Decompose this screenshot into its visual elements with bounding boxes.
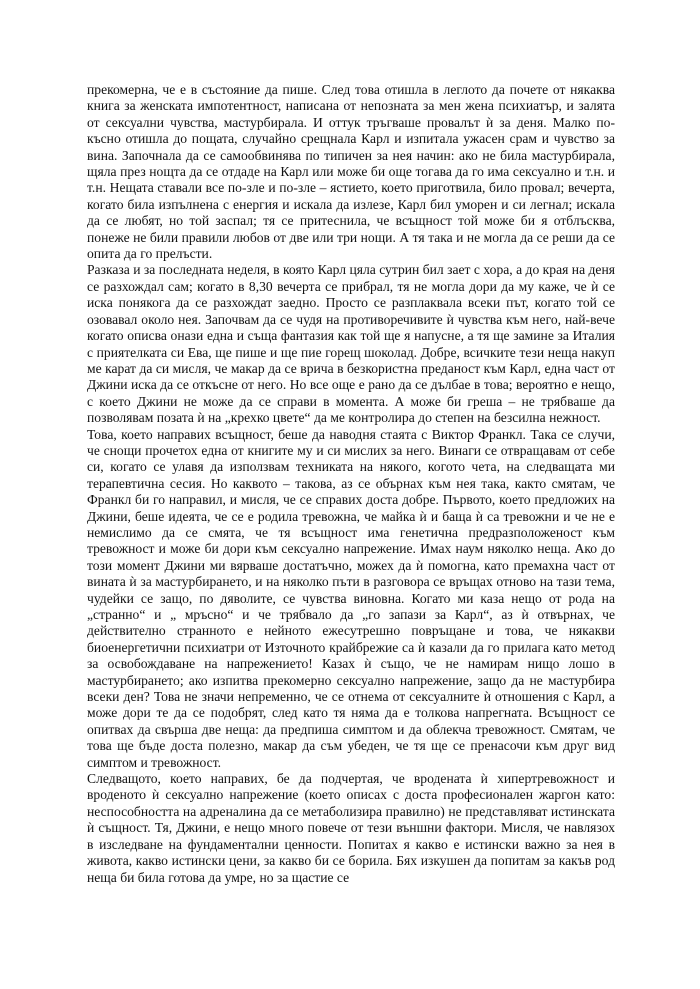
paragraph-4: Следващото, което направих, бе да подчертая, че вродената ѝ хипертревожност и вроденото ѝ сексуално напрежение (което описах с доста професионален жаргон като: неспособността на адреналина да се метаболизира правилно) не представляват истинската ѝ същност. Тя, Джини, е нещо много повече от тези външни фактори. Мисля, че навлязох в изследване на фундаментални ценности. Попитах я какво е истински важно за нея в живота, какво истински цени, за какво би се борила. Бях изкушен да попитам за какъв род неща би била готова да умре, но за щастие се xyxy=(87,771,615,885)
paragraph-3: Това, което направих всъщност, беше да наводня стаята с Виктор Франкл. Така се случи, че снощи прочетох една от книгите му и си мислих за него. Винаги се отвращавам от себе си, когато се улавя да използвам техниката на някого, когото чета, на следващата ми терапевтична сесия. Но каквото – такова, аз се обърнах към нея така, както смятам, че Франкл би го направил, и мисля, че се справих доста добре. Първото, което предложих на Джини, беше идеята, че се е родила тревожна, че майка ѝ и баща ѝ са тревожни и че не е немислимо да се смята, че тя всъщност има генетична предразположеност към тревожност и може би дори към сексуално напрежение. Имах наум няколко неща. Ако до този момент Джини ми вярваше достатъчно, можех да ѝ помогна, като премахна част от вината ѝ за мастурбирането, и на няколко пъти в разговора се връщах отново на тази тема, чудейки се защо, по дяволите, се чувства виновна. Когато ми каза нещо от рода на „странно“ и „ мръсно“ и че трябвало да „го запази за Карл“, аз ѝ отвърнах, че действително странното е нейното ежесутрешно повръщане и това, че някакви биоенергетични психиатри от Източното крайбрежие са ѝ казали да го прилага като метод за освобождаване на напрежението! Казах ѝ също, че не намирам нищо лошо в мастурбирането; ако изпитва прекомерно сексуално напрежение, защо да не мастурбира всеки ден? Това не значи непременно, че се отнема от сексуалните ѝ отношения с Карл, а може дори те да се подобрят, след като тя няма да е толкова напрегната. Всъщност се опитвах да свърша две неща: да предпиша симптом и да облекча тревожност. Смятам, че това ще бъде доста полезно, макар да съм убеден, че тя ще се пренасочи към друг вид симптом и тревожност. xyxy=(87,426,615,770)
paragraph-1: прекомерна, че е в състояние да пише. След това отишла в леглото да почете от някаква книга за женската импотентност, написана от непозната за мен жена психиатър, и залята от сексуални чувства, мастурбирала. И оттук тръгваше провалът ѝ за деня. Малко по-късно отишла до пощата, случайно срещнала Карл и изпитала ужасен срам и чувство за вина. Започнала да се самообвинява по типичен за нея начин: ако не била мастурбирала, щяла през нощта да се отдаде на Карл или може би още тогава да го има сексуално и т.н. и т.н. Нещата ставали все по-зле и по-зле – ястието, което приготвила, било провал; вечерта, когато била изпълнена с енергия и искала да излезе, Карл бил уморен и си легнал; искала да се любят, но той заспал; тя се притеснила, че всъщност той може би я отблъсква, понеже не били правили любов от две или три нощи. А тя така и не могла да се реши да се опита да го прелъсти. xyxy=(87,82,615,262)
paragraph-2: Разказа и за последната неделя, в която Карл цяла сутрин бил зает с хора, а до края на деня се разхождал сам; когато в 8,30 вечерта се прибрал, тя не могла дори да му каже, че ѝ се иска понякога да се разхождат заедно. Просто се разплаквала всеки път, когато той се озовавал около нея. Започвам да се чудя на противоречивите ѝ чувства към него, най-вече когато описва онази една и съща фантазия как той ще я напусне, а тя ще замине за Италия с приятелката си Ева, ще пише и ще пие горещ шоколад. Добре, всичките тези неща накуп ме карат да си мисля, че макар да се вричa в безкористна преданост към Карл, една част от Джини иска да се откъсне от него. Но все още е рано да се дълбае в това; вероятно е нещо, с което Джини не може да се справи в момента. А може би греша – не трябваше да позволявам позата ѝ на „крехко цвете“ да ме контролира до степен на безсилна нежност. xyxy=(87,262,615,426)
document-page xyxy=(87,82,615,886)
